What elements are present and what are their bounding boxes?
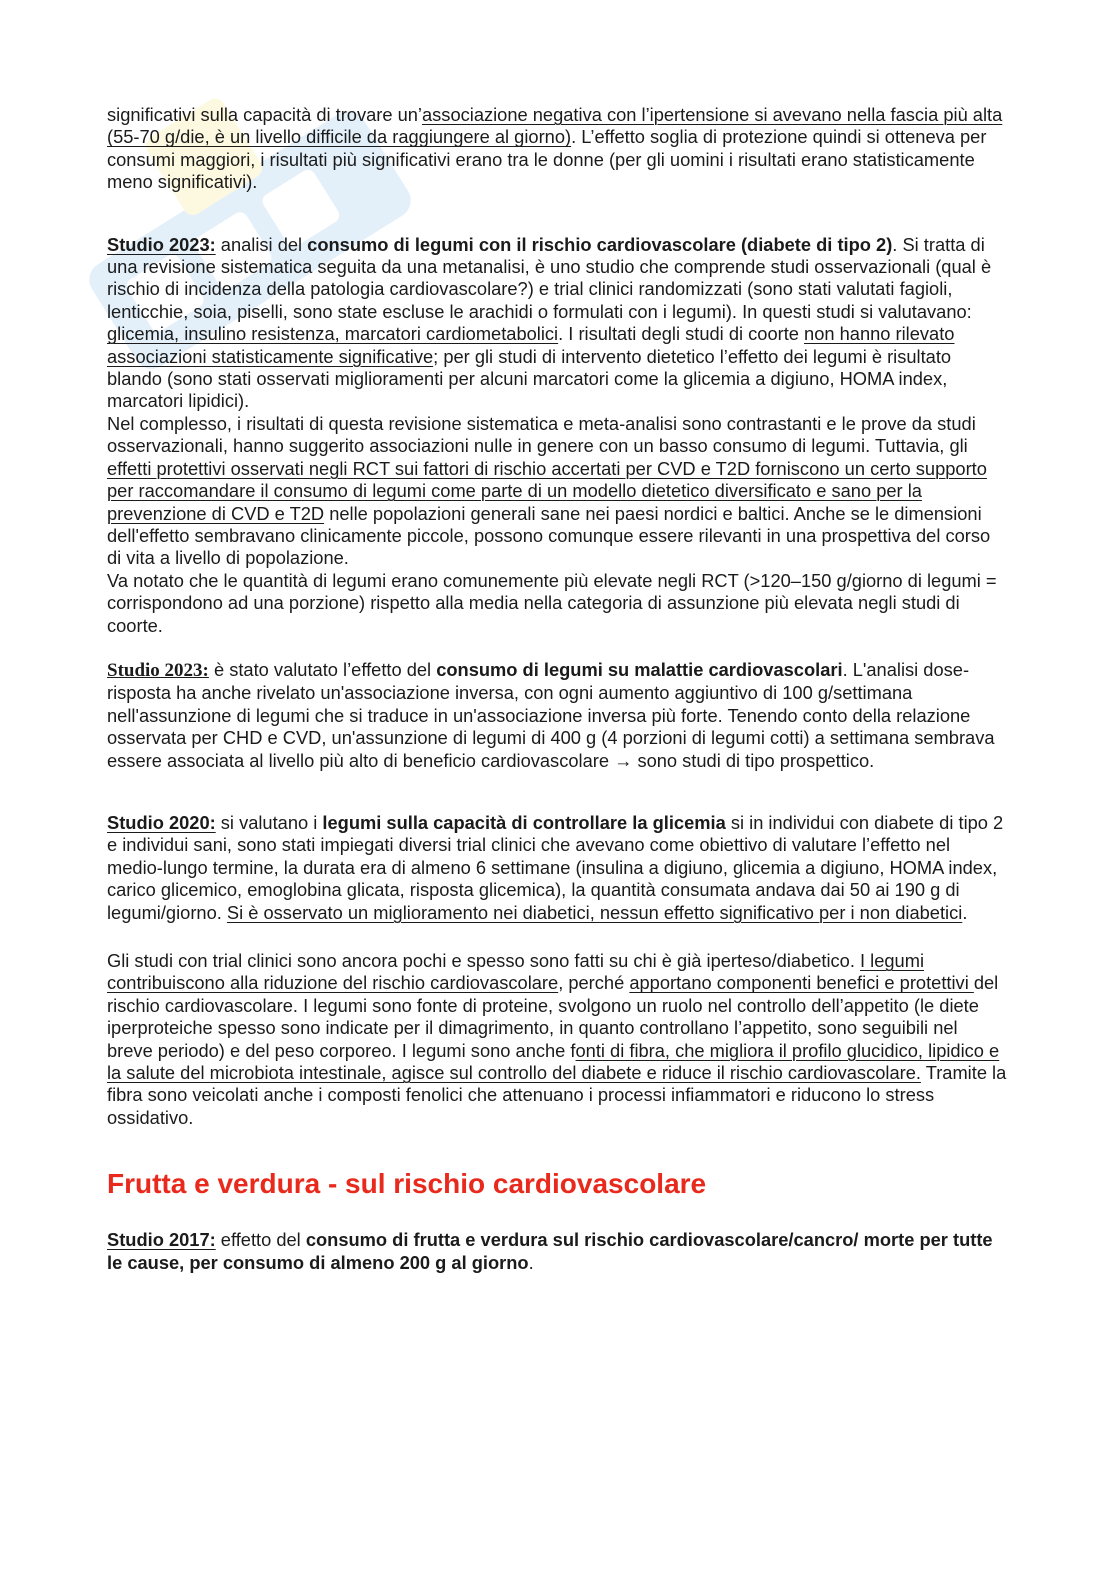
- text: .: [528, 1251, 534, 1273]
- text: . L'analisi dose-risposta ha anche rivelato un'associazione inversa, con ogni aumento aggiuntivo di 100 g/settimana nell'assunzione di legumi che si traduce in un'associazione inversa più forte. Tenendo conto della relazione osservata per CHD e CVD, un'assunzione di legumi di 400 g (4 porzioni di legumi cotti) a settimana sembrava essere associata al livello più alto di beneficio cardiovascolare: [107, 658, 995, 771]
- text: analisi del: [215, 233, 308, 255]
- text: . I risultati degli studi di coorte: [558, 323, 805, 345]
- paragraph-4: [107, 570, 1007, 637]
- text: nelle popolazioni generali sane nei paesi nordici e baltici. Anche se le dimensioni dell'effetto sembravano clinicamente piccole, possono comunque essere rilevanti in una prospettiva del corso di vita a livello di popolazione.: [107, 502, 991, 569]
- text: . L’effetto soglia di protezione quindi si otteneva per consumi maggiori, i risultati più significativi erano tra le donne (per gli uomini i risultati erano statisticamente meno significativi).: [107, 126, 987, 193]
- study-label: Studio 2020:: [107, 811, 216, 833]
- paragraph-studio-2023-a: [107, 234, 1007, 413]
- text: si in individui con diabete di tipo 2 e individui sani, sono stati impiegati diversi trial clinici che avevano come obiettivo di valutare l’effetto nel medio-lungo termine, la durata era di almeno 6 settimane (insulina a digiuno, glicemia a digiuno, HOMA index, carico glicemico, emoglobina glicata, risposta glicemica), la quantità consumata andava dai 50 ai 190 g di legumi/giorno.: [107, 811, 1004, 923]
- study-label: Studio 2023:: [107, 233, 216, 255]
- paragraph-3: [107, 413, 1007, 570]
- paragraph-studio-2023-b: [107, 659, 1007, 772]
- text: . Si tratta di una revisione sistematica seguita da una metanalisi, è uno studio che comprende studi osservazionali (qual è rischio di incidenza della patologia cardiovascolare?) e trial clinici randomizzati (sono stati valutati fagioli, lenticchie, soia, piselli, sono state escluse le arachidi o formulati con i legumi). In questi studi si valutavano:: [107, 233, 992, 322]
- text: Tramite la fibra sono veicolati anche i composti fenolici che attenuano i processi infiammatori e riducono lo stress ossidativo.: [107, 1062, 1007, 1128]
- bold-text: consumo di frutta e verdura sul rischio cardiovascolare/cancro/ morte per tutte le cause, per consumo di almeno 200 g al giorno: [107, 1229, 993, 1273]
- bold-text: consumo di legumi con il rischio cardiovascolare (diabete di tipo 2): [307, 233, 893, 255]
- text: Va notato che le quantità di legumi erano comunemente più elevate negli RCT (>120–150 g/giorno di legumi = corrispondono ad una porzione) rispetto alla media nella categoria di assunzione più elevata negli studi di coorte.: [107, 569, 997, 636]
- study-label: Studio 2023:: [107, 659, 209, 681]
- document-page: [107, 104, 1007, 1274]
- bold-text: legumi sulla capacità di controllare la glicemia: [322, 811, 726, 833]
- study-label: Studio 2017:: [107, 1229, 216, 1251]
- bold-text: consumo di legumi su malattie cardiovascolari: [436, 658, 843, 680]
- arrow-icon: →: [614, 749, 633, 771]
- underlined-text: onti di fibra, che migliora il profilo glucidico, lipidico e la salute del microbiota intestinale, agisce sul controllo del diabete e riduce il rischio cardiovascolare.: [107, 1039, 1000, 1084]
- text: Gli studi con trial clinici sono ancora pochi e spesso sono fatti su chi è già iperteso/diabetico.: [107, 950, 860, 971]
- section-heading: Frutta e verdura - sul rischio cardiovascolare: [107, 1168, 707, 1200]
- underlined-text: non hanno rilevato associazioni statisticamente significative: [107, 323, 955, 367]
- underlined-text: I legumi contribuiscono alla riduzione del rischio cardiovascolare: [107, 950, 925, 994]
- text: si valutano i: [215, 811, 323, 833]
- paragraph-1: [107, 104, 1007, 194]
- underlined-text: Si è osservato un miglioramento nei diabetici, nessun effetto significativo per i non diabetici: [226, 901, 963, 923]
- text: , perché: [558, 972, 630, 994]
- paragraph-7: [107, 950, 1007, 1129]
- text: effetto del: [215, 1229, 306, 1251]
- text: del rischio cardiovascolare. I legumi sono fonte di proteine, svolgono un ruolo nel controllo dell’appetito (le diete iperproteiche spesso sono indicate per il dimagrimento, in quanto controllano l’appetito, sono seguibili nel breve periodo) e del peso corporeo. I legumi sono anche f: [107, 972, 999, 1061]
- text: è stato valutato l’effetto del: [208, 658, 437, 680]
- underlined-text: apportano componenti benefici e protettivi: [629, 972, 974, 994]
- text: sono studi di tipo prospettico.: [632, 749, 875, 771]
- text: .: [962, 901, 968, 923]
- text: ; per gli studi di intervento dietetico l’effetto dei legumi è risultato blando (sono stati osservati miglioramenti per alcuni marcatori come la glicemia a digiuno, HOMA index, marcatori lipidici).: [107, 345, 952, 412]
- underlined-text: associazione negativa con l’ipertensione si avevano nella fascia più alta (55-70 g/die, è un livello difficile da raggiungere al giorno): [107, 104, 1003, 148]
- paragraph-studio-2020: [107, 812, 1007, 924]
- text: Nel complesso, i risultati di questa revisione sistematica e meta-analisi sono contrastanti e le prove da studi osservazionali, hanno suggerito associazioni nulle in genere con un basso consumo di legumi. Tuttavia, gli: [107, 412, 976, 457]
- underlined-text: glicemia, insulino resistenza, marcatori cardiometabolici: [107, 323, 559, 345]
- underlined-text: effetti protettivi osservati negli RCT sui fattori di rischio accertati per CVD e T2D forniscono un certo supporto per raccomandare il consumo di legumi come parte di un modello dietetico diversificato e sano per la prevenzione di CVD e T2D: [107, 457, 987, 524]
- text: significativi sulla capacità di trovare un’: [107, 104, 422, 125]
- paragraph-studio-2017: [107, 1229, 1007, 1274]
